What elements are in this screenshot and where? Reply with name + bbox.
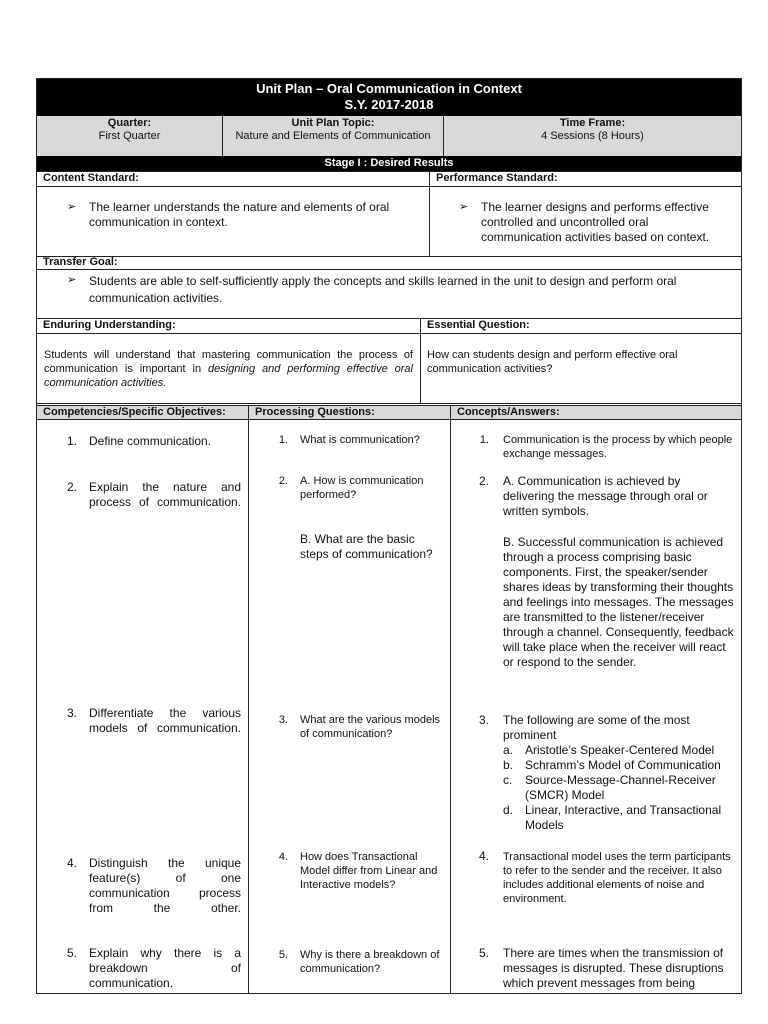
answer-number: 2.: [478, 474, 489, 488]
model-item: a. Aristotle’s Speaker-Centered Model: [503, 743, 715, 757]
quarter-label: Quarter:: [107, 117, 152, 129]
question-number: 1.: [278, 434, 288, 446]
question-number: 2.: [278, 475, 288, 487]
performance-standard-text: The learner designs and performs effective controlled and uncontrolled oral communication activities based on context.: [481, 200, 710, 244]
answer-item: The following are some of the most prominent a. Aristotle’s Speaker-Centered Model b. Schramm’s Model of Communication c. Source-Message-Channel-Receiver (SMCR) Model d. Linear, Interactive, and Transactional Models: [503, 713, 733, 833]
question-item: How does Transactional Model differ from Linear and Interactive models?: [300, 851, 438, 891]
column-processing-header: Processing Questions:: [255, 406, 375, 418]
time-frame-label: Time Frame:: [559, 117, 626, 129]
competency-number: 4.: [66, 856, 77, 870]
question-item: What are the various models of communication?: [300, 714, 441, 740]
model-item: c. Source-Message-Channel-Receiver (SMCR) Model: [503, 773, 716, 802]
topic-cell: [223, 116, 443, 143]
question-item: A. How is communication performed?: [300, 475, 424, 501]
enduring-understanding-text: Students will understand that mastering communication the process of communication is important in designing and performing effective oral communication activities.: [44, 349, 413, 389]
model-item: d. Linear, Interactive, and Transactional Models: [503, 803, 722, 832]
answer-item: B. Successful communication is achieved through a process comprising basic components. First, the speaker/sender shares ideas by transforming their thoughts and feelings into messages. The messages are transmitted to the listener/receiver through a channel. Consequently, feedback will take place when the receiver will react or respond to the sender.: [503, 535, 734, 669]
answer-number: 4.: [478, 849, 489, 863]
competency-number: 1.: [66, 434, 77, 448]
answer-item: Transactional model uses the term participants to refer to the sender and the receiver. It also includes additional elements of noise and environment.: [503, 851, 731, 905]
question-item: What is communication?: [300, 434, 420, 446]
competency-item: Explain why there is a breakdown of communication.: [89, 946, 241, 990]
arrowhead-bullet-icon: ➢: [459, 201, 469, 213]
time-frame-cell: [444, 116, 741, 143]
unit-plan-header: [37, 79, 741, 116]
content-standard-label: Content Standard:: [43, 172, 139, 184]
question-number: 3.: [278, 714, 288, 726]
school-year: S.Y. 2017-2018: [344, 97, 434, 112]
quarter-value: First Quarter: [98, 130, 161, 142]
question-item: Why is there a breakdown of communication?: [300, 949, 440, 975]
column-concepts-header: Concepts/Answers:: [457, 406, 560, 418]
answer-item: A. Communication is achieved by delivering the message through oral or written symbols.: [503, 474, 708, 518]
essential-question-text: How can students design and perform effective oral communication activities?: [427, 349, 678, 375]
topic-value: Nature and Elements of Communication: [235, 130, 431, 142]
time-frame-value: 4 Sessions (8 Hours): [541, 130, 644, 142]
competency-item: Differentiate the various models of communication.: [89, 706, 241, 735]
quarter-cell: [37, 116, 222, 143]
competency-item: Define communication.: [89, 434, 212, 448]
stage-1-bar: Stage I : Desired Results: [37, 156, 741, 171]
answer-number: 5.: [478, 946, 489, 960]
unit-plan-title: Unit Plan – Oral Communication in Context: [256, 81, 522, 96]
competency-number: 3.: [66, 706, 77, 720]
performance-standard-label: Performance Standard:: [436, 172, 558, 184]
communication-models-list: [503, 743, 733, 833]
model-item: b. Schramm’s Model of Communication: [503, 758, 721, 772]
competency-item: Distinguish the unique feature(s) of one communication process from the other.: [89, 856, 241, 915]
competency-number: 5.: [66, 946, 77, 960]
answer-number: 3.: [478, 713, 489, 727]
answer-number: 1.: [479, 434, 489, 446]
essential-question-label: Essential Question:: [427, 319, 530, 331]
competency-item: Explain the nature and process of communication.: [89, 480, 241, 509]
enduring-understanding-label: Enduring Understanding:: [43, 319, 176, 331]
topic-label: Unit Plan Topic:: [291, 117, 375, 129]
answer-item: Communication is the process by which people exchange messages.: [503, 434, 733, 460]
question-number: 5.: [278, 949, 288, 961]
question-number: 4.: [278, 851, 288, 863]
arrowhead-bullet-icon: ➢: [67, 274, 77, 286]
answer-item: There are times when the transmission of messages is disrupted. These disruptions which prevent messages from being: [503, 946, 724, 990]
question-item: B. What are the basic steps of communication?: [300, 532, 433, 561]
competency-number: 2.: [66, 480, 77, 494]
content-standard-text: The learner understands the nature and elements of oral communication in context.: [89, 200, 390, 229]
column-competencies-header: Competencies/Specific Objectives:: [43, 406, 226, 418]
arrowhead-bullet-icon: ➢: [67, 201, 77, 213]
transfer-goal-label: Transfer Goal:: [43, 256, 118, 268]
transfer-goal-text: Students are able to self-sufficiently apply the concepts and skills learned in the unit to design and perform oral communication activities.: [89, 274, 677, 305]
